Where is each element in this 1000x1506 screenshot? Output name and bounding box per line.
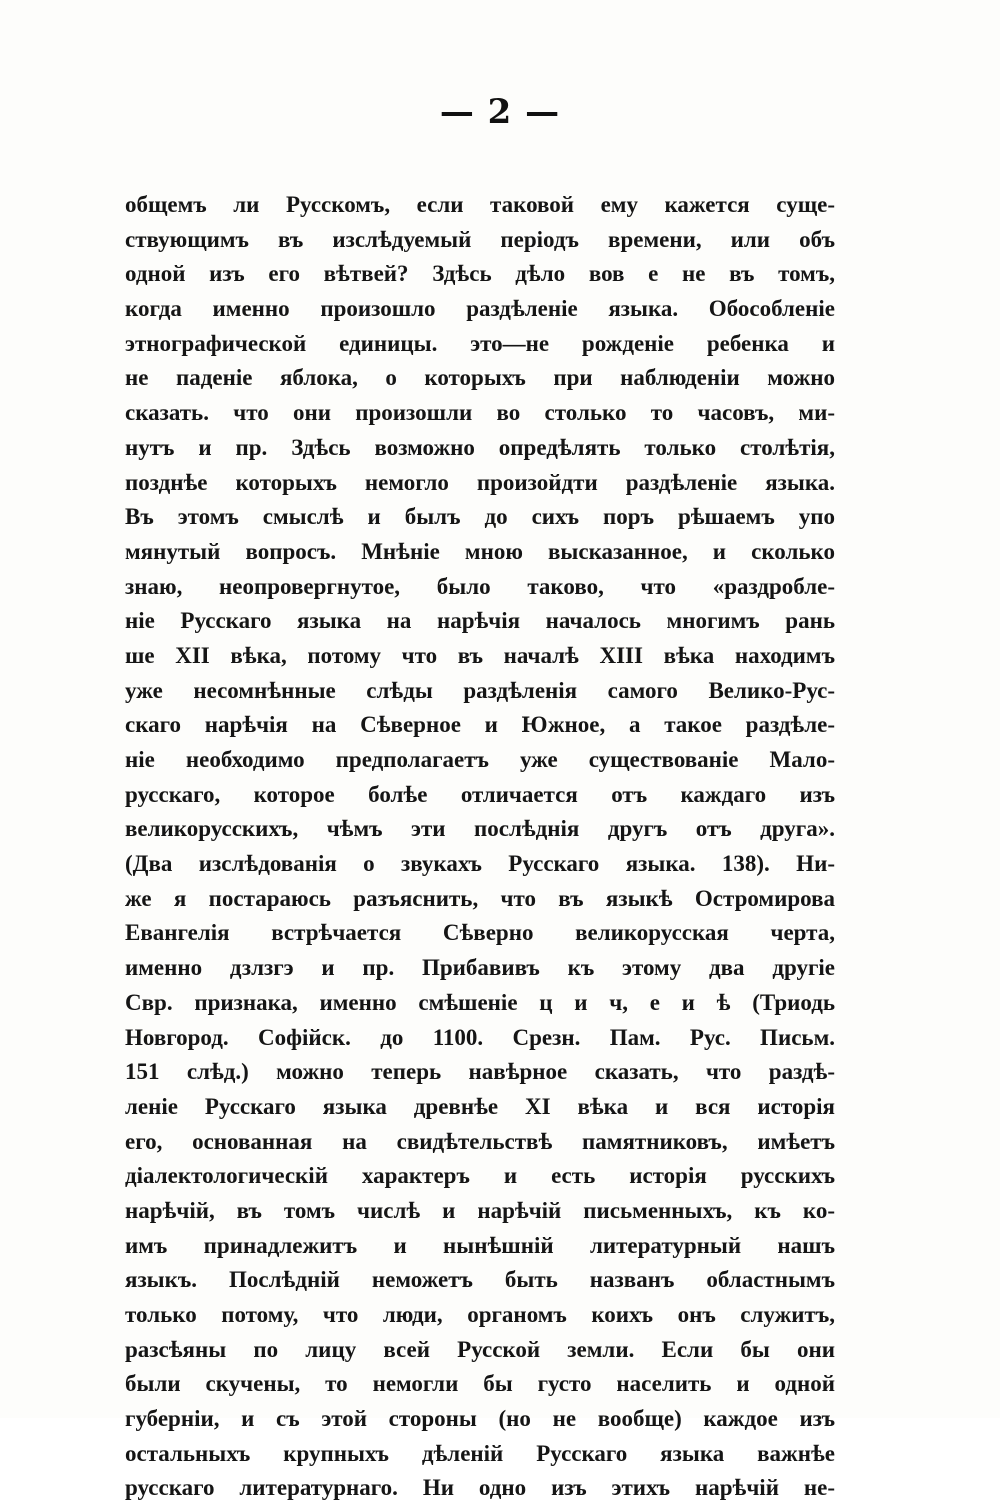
text-line: леніе Русскаго языка древнѣе XI вѣка и вся исторія	[125, 1093, 835, 1119]
text-line: ствующимъ въ изслѣдуемый періодъ времени, или объ	[125, 226, 835, 252]
text-line: мянутый вопросъ. Мнѣніе мною высказанное, и сколько	[125, 538, 835, 564]
text-line: только потому, что люди, органомъ коихъ онъ служитъ,	[125, 1302, 835, 1327]
text-line: ніе Русскаго языка на нарѣчія началось многимъ рань	[125, 608, 835, 634]
text-line: позднѣе которыхъ немогло произойдти раздѣленіе языка.	[125, 469, 835, 495]
text-line: нарѣчій, въ томъ числѣ и нарѣчій письменныхъ, къ ко-	[125, 1197, 835, 1223]
text-line: 151 слѣд.) можно теперь навѣрное сказать, что раздѣ-	[125, 1059, 835, 1085]
text-line: губерніи, и съ этой стороны (но не вообще) каждое изъ	[125, 1406, 835, 1432]
text-line: разсѣяны по лицу всей Русской земли. Если бы они	[125, 1336, 835, 1362]
text-line: не паденіе яблока, о которыхъ при наблюденіи можно	[125, 365, 835, 391]
text-line: сказать. что они произошли во столько то часовъ, ми-	[125, 400, 835, 426]
body-text	[125, 188, 835, 1506]
text-line: Новгород. Софійск. до 1100. Срезн. Пам. Рус. Письм.	[125, 1024, 835, 1050]
text-line: остальныхъ крупныхъ дѣленій Русскаго языка важнѣе	[125, 1440, 835, 1466]
text-line: великорусскихъ, чѣмъ эти послѣднія другъ отъ друга».	[125, 816, 835, 842]
text-line: ше XII вѣка, потому что въ началѣ XIII вѣка находимъ	[125, 642, 835, 668]
text-line: были скучены, то немогли бы густо населить и одной	[125, 1371, 835, 1397]
text-line: русскаго литературнаго. Ни одно изъ этихъ нарѣчій не-	[125, 1475, 835, 1501]
page-number: — 2 —	[439, 92, 561, 132]
text-line: знаю, неопровергнутое, было таково, что «раздробле-	[125, 573, 835, 599]
text-line: Свр. признака, именно смѣшеніе ц и ч, е и ѣ (Триодь	[125, 989, 835, 1015]
text-line: ніе необходимо предполагаетъ уже существованіе Мало-	[125, 747, 835, 772]
text-line: нутъ и пр. Здѣсь возможно опредѣлять только столѣтія,	[125, 434, 835, 460]
text-line: этнографической единицы. это—не рожденіе ребенка и	[125, 330, 835, 356]
text-line: общемъ ли Русскомъ, если таковой ему кажется суще-	[125, 192, 835, 217]
text-line: уже несомнѣнные слѣды раздѣленія самого Велико-Рус-	[125, 677, 835, 703]
text-line: діалектологическій характеръ и есть исторія русскихъ	[125, 1163, 835, 1189]
text-line: когда именно произошло раздѣленіе языка. Обособленіе	[125, 296, 835, 322]
text-line: Въ этомъ смыслѣ и былъ до сихъ поръ рѣшаемъ упо	[125, 504, 835, 530]
text-line: именно дзлзгэ и пр. Прибавивъ къ этому два другіе	[125, 955, 835, 981]
text-line: имъ принадлежитъ и нынѣшній литературный нашъ	[125, 1232, 835, 1258]
text-line: же я постараюсь разъяснить, что въ языкѣ Остромирова	[125, 885, 835, 911]
text-line: одной изъ его вѣтвей? Здѣсь дѣло вов е не въ томъ,	[125, 261, 835, 287]
text-line: языкъ. Послѣдній неможетъ быть названъ областнымъ	[125, 1267, 835, 1293]
text-line: Евангелія встрѣчается Сѣверно великорусская черта,	[125, 920, 835, 946]
text-line: скаго нарѣчія на Сѣверное и Южное, а такое раздѣле-	[125, 712, 835, 738]
text-line: (Два изслѣдованія о звукахъ Русскаго языка. 138). Ни-	[125, 851, 835, 877]
text-line: русскаго, которое болѣе отличается отъ каждаго изъ	[125, 781, 835, 807]
text-line: его, основанная на свидѣтельствѣ памятниковъ, имѣетъ	[125, 1128, 835, 1154]
